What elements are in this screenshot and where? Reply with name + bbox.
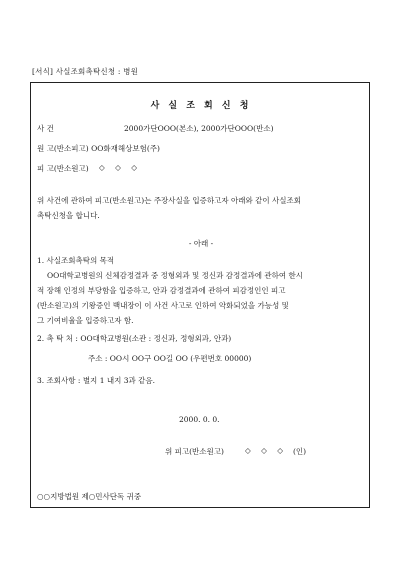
document-title: 사 실 조 회 신 청 (150, 101, 252, 111)
section-2-address: 주소 : OO시 OO구 OO길 OO (우편번호 00000) (88, 354, 252, 363)
case-label: 사 건 (37, 124, 54, 133)
court-recipient: ○○지방법원 제○민사단독 귀중 (37, 492, 142, 501)
defendant-label: 피 고(반소원고) (37, 164, 89, 173)
section-1-heading: 1. 사실조회촉탁의 목적 (37, 256, 115, 265)
section-1-line: 그 기여비율을 입증하고자 함. (37, 316, 134, 325)
section-2-recipient: 2. 촉 탁 처 : OO대학교병원(소관 : 정신과, 정형외과, 안과) (37, 334, 232, 343)
document-frame (30, 82, 370, 508)
signature-name: ◇ ◇ ◇ (245, 446, 288, 455)
document-date: 2000. 0. 0. (179, 415, 220, 424)
section-1-line: (반소원고)의 기왕증인 백내장이 이 사건 사고로 인하여 악화되었을 가능성 및 (37, 301, 289, 310)
signature-seal: (인) (293, 447, 307, 456)
defendant-name: ◇ ◇ ◇ (99, 163, 142, 172)
below-heading: - 아래 - (188, 239, 214, 248)
plaintiff-line: 원 고(반소피고) OO화재해상보험(주) (37, 144, 160, 153)
form-label: [서식] 사실조회촉탁신청 : 병원 (32, 67, 139, 76)
intro-line-1: 위 사건에 관하여 피고(반소원고)는 주장사실을 입증하고자 아래와 같이 사실조회 (37, 196, 302, 205)
section-1-line: 적 장해 인정의 부당함을 입증하고, 안과 감정결과에 관하여 피감정인인 피고 (37, 286, 286, 295)
signature-label: 위 피고(반소원고) (165, 447, 224, 456)
section-3-query: 3. 조회사항 : 별지 1 내지 3과 같음. (37, 376, 155, 385)
section-1-line: OO대학교병원의 신체감정결과 중 정형외과 및 정신과 감정결과에 관하여 한시 (47, 271, 303, 280)
intro-line-2: 촉탁신청을 합니다. (37, 211, 100, 220)
case-number: 2000가단OOO(본소), 2000가단OOO(반소) (124, 124, 274, 133)
